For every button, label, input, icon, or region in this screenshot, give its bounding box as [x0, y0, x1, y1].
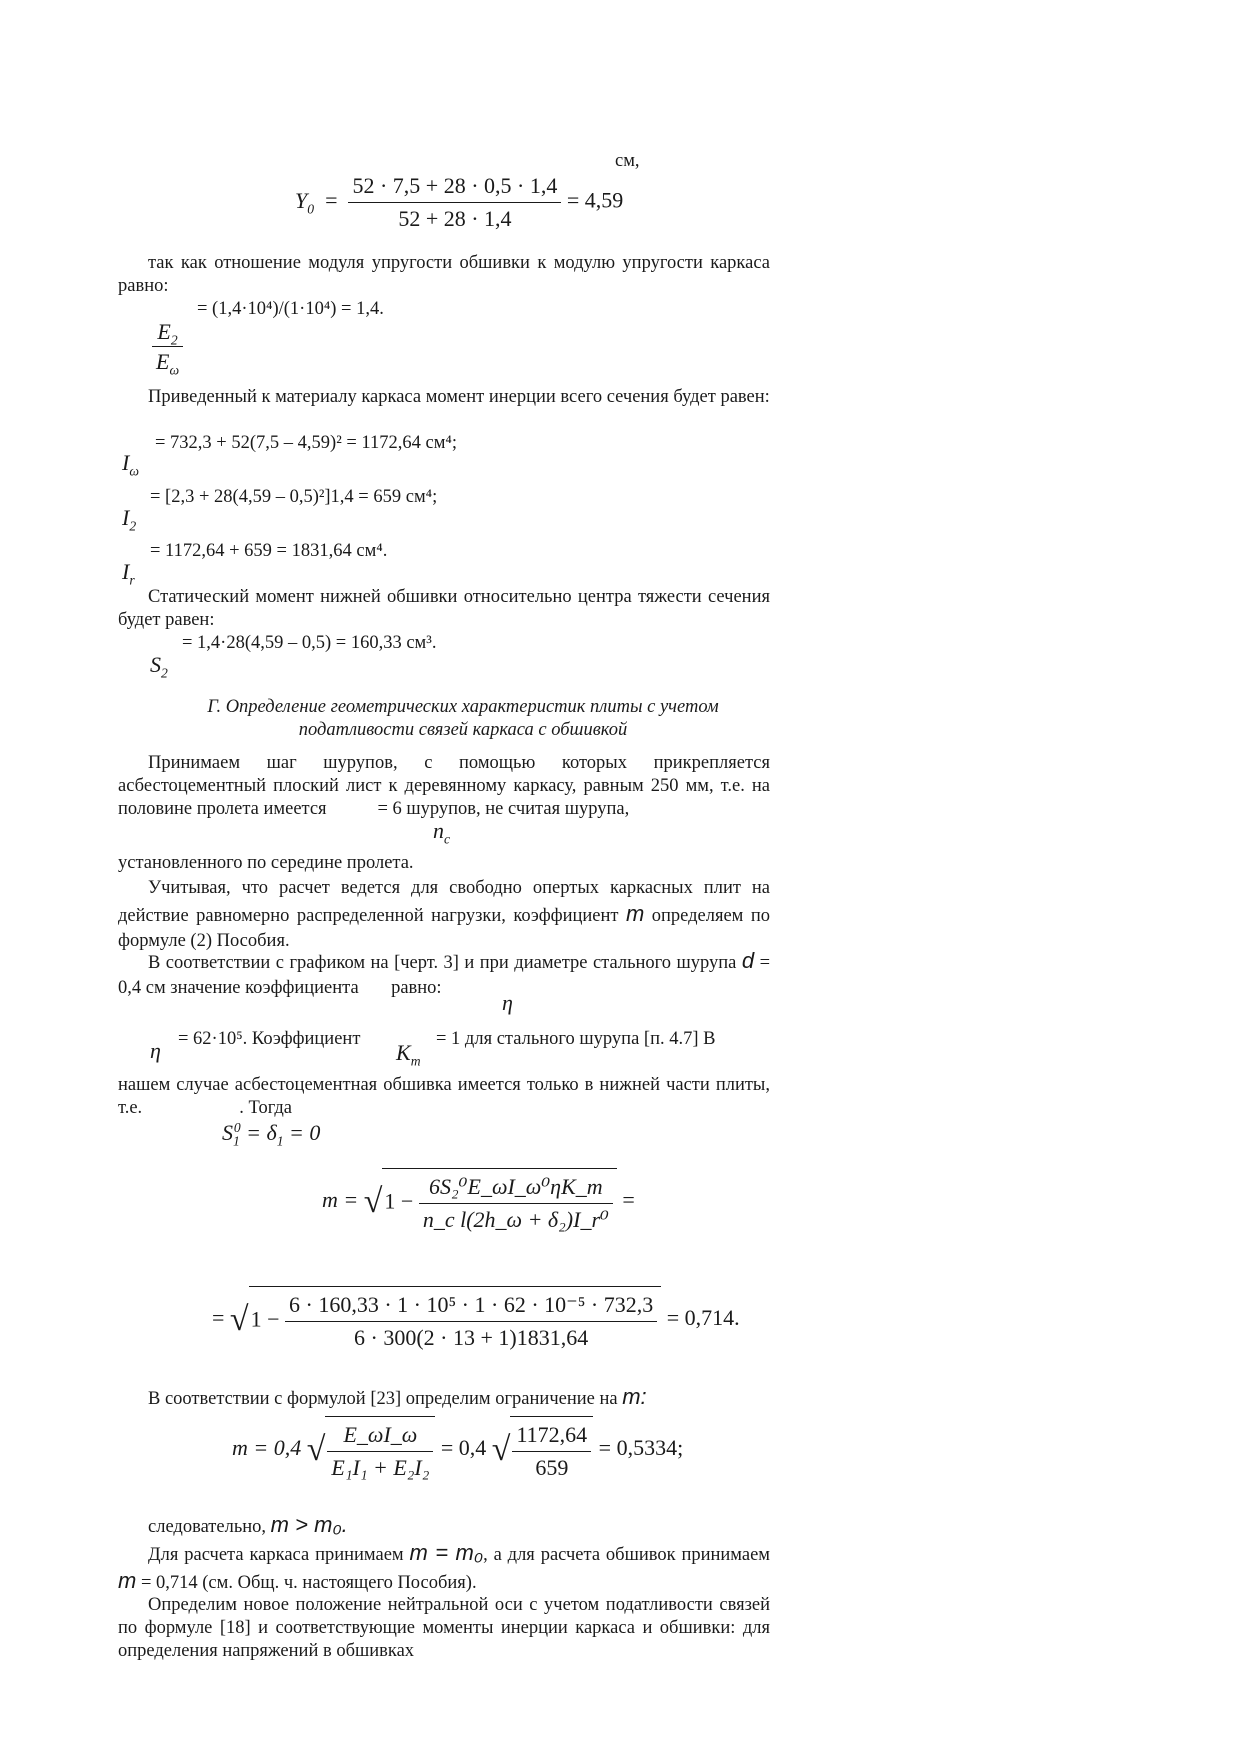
ratio-value: = (1,4·10⁴)/(1·10⁴) = 1,4.: [197, 299, 384, 319]
y0-denominator: 52 + 28 · 1,4: [398, 206, 512, 231]
m-general-denominator: n_c l(2h_ω + δ₂)I_r⁰: [422, 1207, 609, 1232]
i2-symbol: $I_2$: [122, 505, 137, 534]
ratio-denominator: $E_\omega$: [156, 349, 180, 378]
nc-symbol: $n_c$: [433, 818, 451, 847]
paragraph-screw-step-end: установленного по середине пролета.: [118, 853, 414, 873]
paragraph-coefficient-m: Учитывая, что расчет ведется для свободно опертых каркасных плит на действие равномерно распределенной нагрузки, коэффициент m определяем по формуле (2) Пособия.: [118, 878, 770, 951]
paragraph-screw-diameter: В соответствии с графиком на [черт. 3] и при диаметре стального шурупа d = 0,4 см значение коэффициента равно:: [118, 948, 771, 998]
equation-m-numeric: = √1 − $\frac{\text{6 · 160,33 · 1 · 10⁵ · 1 · 62 · 10⁻⁵ · 732,3}}{6 \cdot 300(2 \cdot 13 + 1)1831,64}$ = 0,714.: [212, 1286, 740, 1354]
unit-label: см,: [615, 151, 640, 171]
m-symbol: m: [625, 901, 645, 926]
i-omega-symbol: $I_\omega$: [122, 450, 139, 479]
paragraph-sheathing: нашем случае асбестоцементная обшивка имеется только в нижней части плиты, т.е. . Тогда: [118, 1075, 770, 1118]
section-heading-line1: Г. Определение геометрических характеристик плиты с учетом: [207, 697, 719, 717]
limit-f2-denominator: 659: [535, 1455, 569, 1480]
limit-fraction-2: [512, 1419, 591, 1484]
paragraph-static-moment: Статический момент нижней обшивки относительно центра тяжести сечения будет равен:: [118, 587, 770, 630]
s1-delta-formula: $S_1^0 = \delta_1 = 0$: [222, 1119, 321, 1149]
s2-equation: = 1,4·28(4,59 – 0,5) = 160,33 см³.: [182, 633, 437, 653]
paragraph-modulus-ratio: так как отношение модуля упругости обшивки к модулю упругости каркаса равно:: [118, 253, 770, 296]
paragraph-neutral-axis: Определим новое положение нейтральной оси с учетом податливости связей по формуле [18] и соответствующие моменты инерции каркаса и обшивки: для определения напряжений в обшивках: [118, 1595, 770, 1661]
d-symbol: d: [741, 948, 755, 973]
m-numeric-denominator: 6 · 300(2 · 13 + 1)1831,64: [354, 1325, 589, 1350]
equation-y0: $Y_0$ = $\frac{52 \cdot 7,5 + 28 \cdot 0,5 \cdot 1,4}{52 + 28 \cdot 1,4}$ = 4,59: [295, 170, 623, 235]
limit-fraction-1: [327, 1419, 433, 1484]
m-colon-symbol: m:: [622, 1384, 647, 1409]
y0-symbol: $Y_0$: [295, 187, 315, 216]
i-omega-equation: = 732,3 + 52(7,5 – 4,59)² = 1172,64 см⁴;: [155, 433, 457, 453]
paragraph-frame-calc: Для расчета каркаса принимаем m = m₀, а для расчета обшивок принимаем m = 0,714 (см. Общ. ч. настоящего Пособия).: [118, 1540, 771, 1593]
ir-symbol: $I_r$: [122, 559, 135, 588]
ir-equation: = 1172,64 + 659 = 1831,64 см⁴.: [150, 541, 388, 561]
m-general-numerator: 6S₂⁰E_ωI_ω⁰ηK_m: [419, 1171, 613, 1204]
m-numeric-fraction: [285, 1289, 657, 1354]
y0-fraction: [348, 170, 561, 235]
eta-value: = 62·10⁵. Коэффициент: [178, 1029, 361, 1049]
m-numeric-numerator: 6 · 160,33 · 1 · 10⁵ · 1 · 62 · 10⁻⁵ · 732,3: [285, 1289, 657, 1322]
paragraph-consequently: следовательно, m > m₀.: [148, 1512, 348, 1537]
paragraph-limit: В соответствии с формулой [23] определим ограничение на m:: [148, 1384, 647, 1409]
y0-numerator: 52 · 7,5 + 28 · 0,5 · 1,4: [348, 170, 561, 203]
km-value: = 1 для стального шурупа [п. 4.7] В: [436, 1029, 716, 1049]
m-general-fraction: [419, 1171, 613, 1236]
limit-f1-numerator: E_ωI_ω: [327, 1419, 433, 1452]
km-symbol: $K_m$: [396, 1040, 421, 1069]
paragraph-moment-of-inertia: Приведенный к материалу каркаса момент инерции всего сечения будет равен:: [148, 387, 770, 407]
equation-limit: m = 0,4 √ $\frac{E\_\omega I\_\omega}{\text{E₁I₁ + E₂I₂}}$ = 0,4 √ $\frac{1172,64}{659}$ = 0,5334;: [232, 1416, 683, 1484]
limit-f1-denominator: E₁I₁ + E₂I₂: [331, 1455, 430, 1480]
ratio-fraction: [152, 318, 183, 377]
eta-symbol: η: [502, 990, 513, 1015]
m-compare: m > m₀.: [270, 1512, 348, 1537]
section-heading: [118, 696, 808, 742]
equation-m-general: m = √1 − $\frac{\text{6S₂⁰E\_ωI\_ω⁰ηK\_m}}{\text{n\_c l(2h\_ω + δ₂)I\_r⁰}}$ =: [322, 1168, 635, 1236]
s2-symbol: $S_2$: [150, 652, 168, 681]
y0-result: = 4,59: [566, 187, 624, 213]
eta-symbol-2: η: [150, 1038, 161, 1063]
section-heading-line2: податливости связей каркаса с обшивкой: [298, 720, 628, 740]
i2-equation: = [2,3 + 28(4,59 – 0,5)²]1,4 = 659 см⁴;: [150, 487, 438, 507]
limit-f2-numerator: 1172,64: [512, 1419, 591, 1452]
paragraph-screw-step: Принимаем шаг шурупов, с помощью которых прикрепляется асбестоцементный плоский лист к деревянному каркасу, равным 250 мм, т.е. на половине пролета имеется = 6 шурупов, не считая шурупа,: [118, 753, 770, 819]
ratio-numerator: $E_2$: [152, 318, 183, 347]
